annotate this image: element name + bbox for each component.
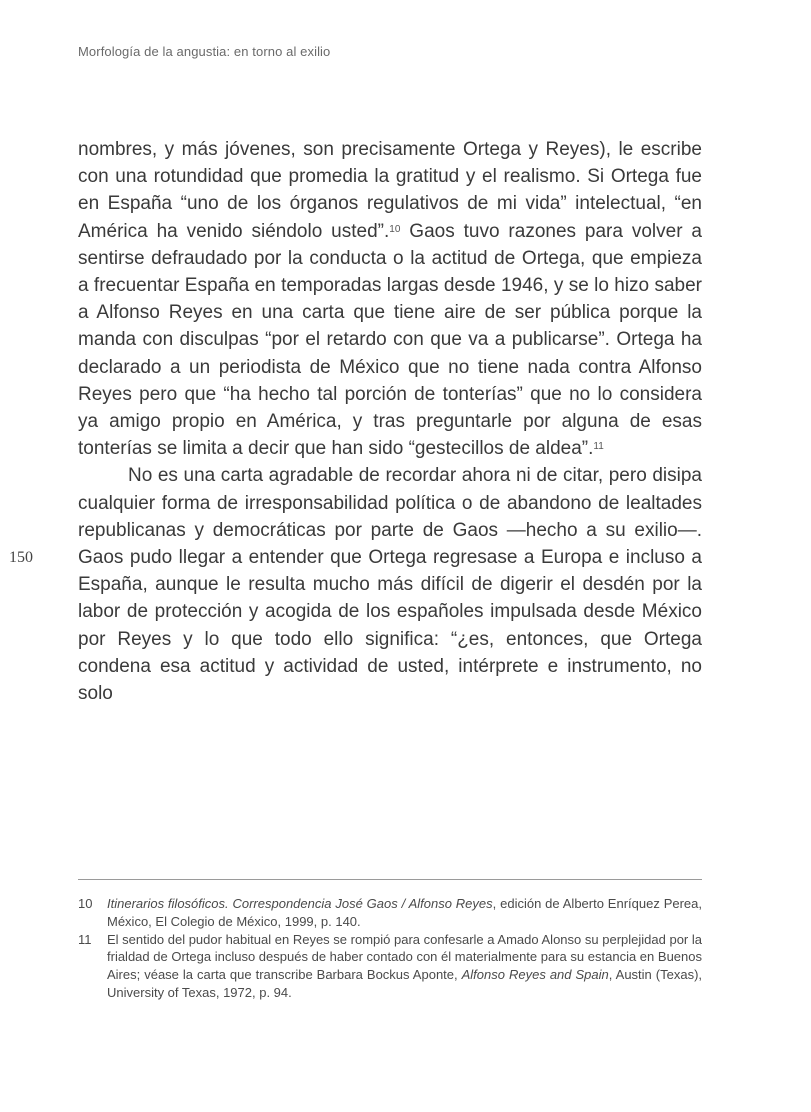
footnote-divider: [78, 879, 702, 880]
paragraph-1: [78, 136, 702, 462]
footnote-title: Alfonso Reyes and Spain: [461, 967, 609, 983]
footnote-text-a: El sentido del pudor habitual en Reyes se rompió para confesarle a Amado Alonso su perplejidad por la frialdad de Ortega incluso después de haber contado con él materialmente para su estancia en Buenos Aires; véase la carta que transcribe Barbara Bockus Aponte,: [107, 931, 702, 983]
footnote-text-b: , Austin (Texas), University of Texas, 1972, p. 94.: [107, 967, 703, 1000]
footnote-title: Itinerarios filosóficos. Correspondencia José Gaos / Alfonso Reyes: [107, 896, 493, 911]
footnotes: [78, 895, 702, 1002]
paragraph-1-text-a: nombres, y más jóvenes, son precisamente Ortega y Reyes), le escribe con una rotundidad que promedia la gratitud y el realismo. Si Ortega fue en España “uno de los órganos regulativos de mi vida” intelectual, “en América ha venido siéndolo usted”.: [78, 139, 702, 242]
footnote-number: 10: [78, 896, 93, 911]
footnote-number: 11: [78, 931, 92, 947]
page-number: 150: [9, 549, 33, 566]
note-ref-11[interactable]: 11: [593, 441, 604, 453]
running-head: Morfología de la angustia: en torno al exilio: [78, 44, 331, 59]
paragraph-1-text-b: Gaos tuvo razones para volver a sentirse defraudado por la conducta o la actitud de Ortega, que empieza a frecuentar España en temporadas largas desde 1946, y se lo hizo saber a Alfonso Reyes en una carta que tiene aire de ser pública porque la manda con disculpas “por el retardo con que va a publicarse”. Ortega ha declarado a un periodista de México que no tiene nada contra Alfonso Reyes pero que “ha hecho tal porción de tonterías” que no lo considera ya amigo propio en América, y tras preguntarle por alguna de esas tonterías se limita a decir que han sido “gestecillos de aldea”.: [78, 220, 702, 460]
note-ref-10[interactable]: 10: [389, 223, 401, 235]
paragraph-2: No es una carta agradable de recordar ahora ni de citar, pero disipa cualquier forma de irresponsabilidad política o de abandono de lealtades republicanas y democráticas por parte de Gaos —hecho a su exilio—. Gaos pudo llegar a entender que Ortega regresase a Europa e incluso a España, aunque le resulta mucho más difícil de digerir el desdén por la labor de protección y acogida de los españoles impulsada desde México por Reyes y lo que todo ello significa: “¿es, entonces, que Ortega condena esa actitud y actividad de usted, intérprete e instrumento, no solo: [78, 465, 702, 705]
body-text: [78, 136, 702, 707]
footnote-10: [78, 895, 702, 931]
footnote-text: , edición de Alberto Enríquez Perea, México, El Colegio de México, 1999, p. 140.: [107, 896, 702, 929]
footnote-11: [78, 931, 702, 1002]
